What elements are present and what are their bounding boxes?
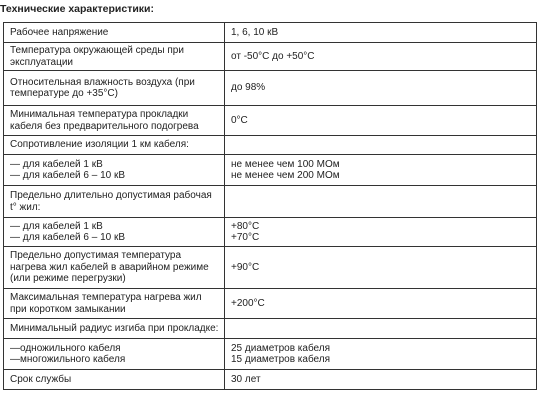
param-text: эксплуатации bbox=[10, 56, 73, 68]
value-text: до 98% bbox=[231, 82, 266, 94]
value-text: +70°С bbox=[231, 232, 260, 243]
value-text: не менее чем 100 МОм bbox=[231, 158, 340, 170]
table-row bbox=[4, 339, 537, 370]
param-text: Температура окружающей среды при bbox=[10, 45, 184, 56]
value-cell bbox=[225, 319, 537, 339]
param-text: — для кабелей 6 – 10 кВ bbox=[10, 170, 126, 181]
table-row bbox=[4, 319, 537, 339]
value-text: +200°С bbox=[231, 297, 265, 309]
section-heading: Технические характеристики: bbox=[0, 3, 155, 15]
param-text: —многожильного кабеля bbox=[10, 354, 126, 365]
param-text: — для кабелей 1 кВ bbox=[10, 220, 103, 232]
value-text: не менее чем 200 МОм bbox=[231, 170, 340, 181]
param-text: —одножильного кабеля bbox=[10, 342, 121, 354]
param-cell bbox=[4, 71, 225, 106]
table-row bbox=[4, 43, 537, 71]
param-text: кабеля без предварительного подогрева bbox=[10, 120, 199, 132]
value-cell bbox=[225, 218, 537, 247]
value-cell bbox=[225, 370, 537, 390]
param-cell bbox=[4, 289, 225, 319]
specs-table bbox=[3, 22, 537, 390]
table-row bbox=[4, 136, 537, 155]
value-cell bbox=[225, 43, 537, 71]
value-cell bbox=[225, 247, 537, 289]
value-cell bbox=[225, 155, 537, 186]
value-cell bbox=[225, 186, 537, 218]
table-row bbox=[4, 71, 537, 106]
param-text: Срок службы bbox=[10, 373, 72, 385]
param-cell bbox=[4, 106, 225, 136]
param-text: (или режиме перегрузки) bbox=[10, 273, 126, 285]
table-row bbox=[4, 218, 537, 247]
param-text: — для кабелей 6 – 10 кВ bbox=[10, 232, 126, 243]
param-cell bbox=[4, 218, 225, 247]
param-text: — для кабелей 1 кВ bbox=[10, 158, 103, 170]
param-cell bbox=[4, 136, 225, 155]
param-cell bbox=[4, 370, 225, 390]
param-text: Относительная влажность воздуха (при bbox=[10, 76, 195, 88]
param-text: t° жил: bbox=[10, 201, 41, 213]
table-row bbox=[4, 370, 537, 390]
value-cell bbox=[225, 71, 537, 106]
param-cell bbox=[4, 339, 225, 370]
value-text: +80°С bbox=[231, 220, 260, 232]
param-cell bbox=[4, 186, 225, 218]
param-cell bbox=[4, 247, 225, 289]
value-cell bbox=[225, 106, 537, 136]
param-text: нагрева жил кабелей в аварийном режиме bbox=[10, 261, 209, 273]
value-text: +90°С bbox=[231, 261, 260, 273]
table-row bbox=[4, 155, 537, 186]
param-text: Предельно допустимая температура bbox=[10, 250, 182, 262]
param-cell bbox=[4, 43, 225, 71]
param-text: при коротком замыкании bbox=[10, 303, 126, 315]
param-text: Рабочее напряжение bbox=[10, 26, 109, 38]
param-text: температуре до +35°С) bbox=[10, 88, 118, 99]
value-cell bbox=[225, 289, 537, 319]
value-text: 1, 6, 10 кВ bbox=[231, 26, 279, 38]
value-text: 15 диаметров кабеля bbox=[231, 354, 331, 365]
value-cell bbox=[225, 23, 537, 43]
value-cell bbox=[225, 339, 537, 370]
value-text: 25 диаметров кабеля bbox=[231, 342, 331, 354]
param-text: Предельно длительно допустимая рабочая bbox=[10, 190, 212, 201]
param-cell bbox=[4, 155, 225, 186]
table-row bbox=[4, 186, 537, 218]
param-text: Минимальный радиус изгиба при прокладке: bbox=[10, 322, 219, 334]
value-text: от -50°С до +50°С bbox=[231, 50, 315, 62]
param-cell bbox=[4, 23, 225, 43]
table-row bbox=[4, 289, 537, 319]
param-cell bbox=[4, 319, 225, 339]
value-text: 0°С bbox=[231, 114, 248, 126]
table-row bbox=[4, 247, 537, 289]
value-cell bbox=[225, 136, 537, 155]
table-row bbox=[4, 106, 537, 136]
param-text: Минимальная температура прокладки bbox=[10, 109, 189, 120]
table-row bbox=[4, 23, 537, 43]
param-text: Сопротивление изоляции 1 км кабеля: bbox=[10, 139, 189, 151]
param-text: Максимальная температура нагрева жил bbox=[10, 292, 202, 303]
value-text: 30 лет bbox=[231, 373, 261, 385]
